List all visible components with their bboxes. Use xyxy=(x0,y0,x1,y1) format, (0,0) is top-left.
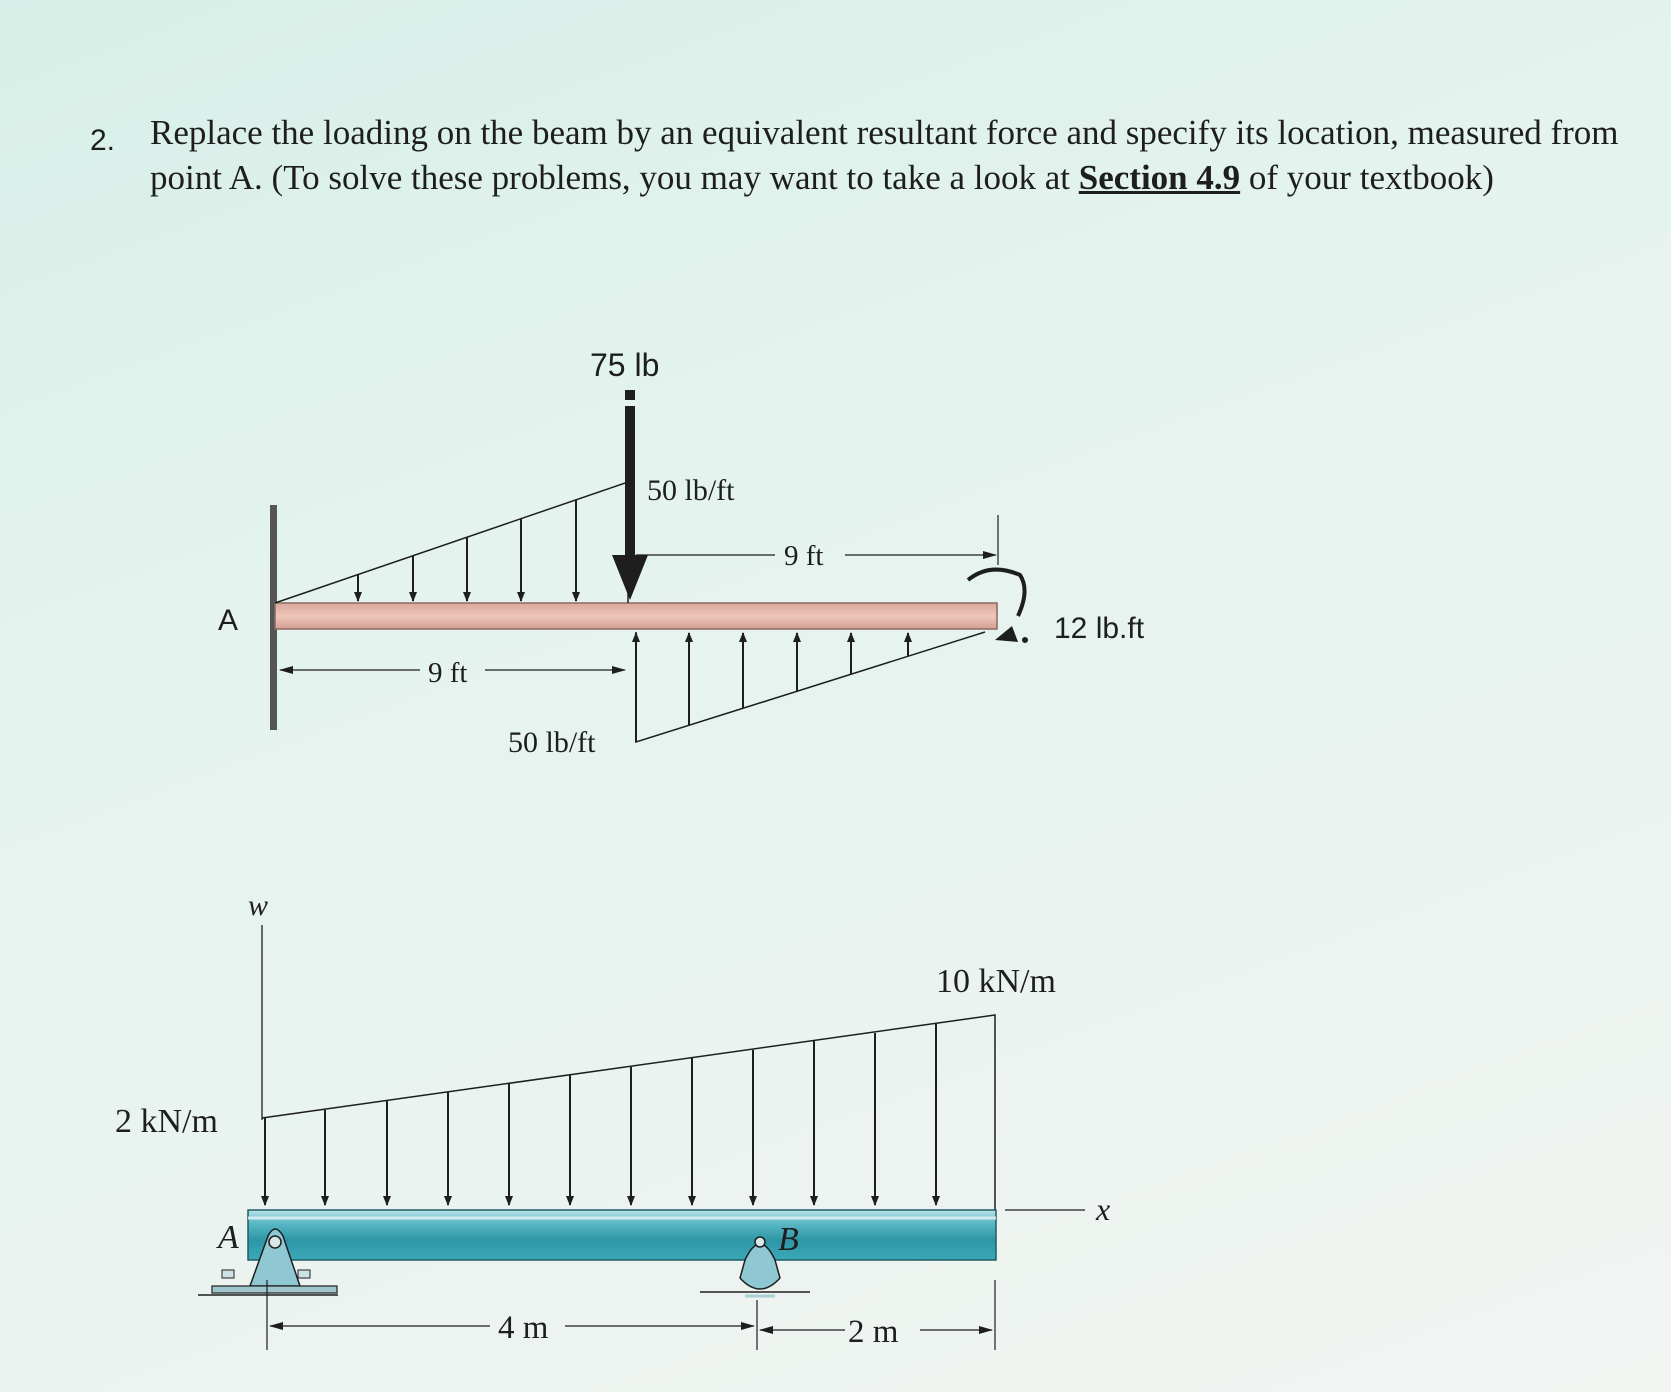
dim-b-end-label: 2 m xyxy=(848,1314,899,1350)
section-link[interactable]: Section 4.9 xyxy=(1078,158,1241,197)
point-a-label: A xyxy=(218,604,239,637)
problem-number: 2. xyxy=(90,124,116,157)
point-force-label: 75 lb xyxy=(590,347,660,383)
top-load-arrows xyxy=(358,500,576,601)
moment-label: 12 lb.ft xyxy=(1054,612,1145,645)
load-left-label: 2 kN/m xyxy=(115,1103,218,1140)
problem-text-end: of your textbook) xyxy=(1240,158,1494,197)
top-load-label: 50 lb/ft xyxy=(647,474,735,507)
support-a-label: A xyxy=(218,1219,239,1256)
dim-left-label: 9 ft xyxy=(428,657,468,689)
w-axis-label: w xyxy=(248,889,269,922)
figure-2 xyxy=(115,889,1110,1350)
bottom-load-label: 50 lb/ft xyxy=(508,726,596,759)
trapezoid-load-arrows xyxy=(265,1024,936,1205)
point-force-arrow xyxy=(612,390,648,600)
dim-ab-label: 4 m xyxy=(498,1310,549,1346)
figure-1 xyxy=(218,347,1145,759)
problem-text-body: Replace the loading on the beam by an equivalent resultant force and specify its location, measured from point A. (To solve these problems, you may want to take a look at xyxy=(150,113,1619,197)
bottom-load-arrows xyxy=(636,633,908,742)
support-b-label: B xyxy=(778,1221,799,1258)
trapezoid-load-outline xyxy=(262,1015,995,1210)
x-axis-label: x xyxy=(1096,1191,1111,1227)
beam-1 xyxy=(275,603,997,629)
dim-right-label: 9 ft xyxy=(784,540,824,572)
load-right-label: 10 kN/m xyxy=(936,963,1056,1000)
